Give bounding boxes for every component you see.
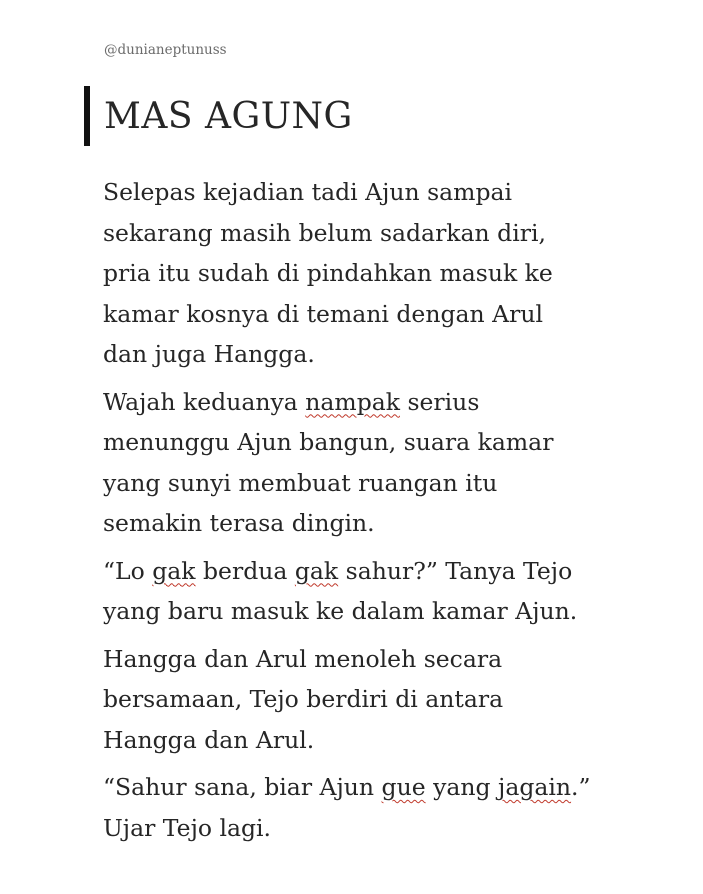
- spellcheck-flagged-word: gue: [381, 773, 426, 801]
- paragraph: [103, 767, 623, 848]
- text-line: [103, 503, 623, 544]
- text-line: [103, 422, 623, 463]
- text-segment: dan juga Hangga.: [103, 340, 315, 368]
- text-segment: semakin terasa dingin.: [103, 509, 375, 537]
- story-body: [103, 172, 623, 855]
- text-line: [103, 639, 623, 680]
- text-line: [103, 591, 623, 632]
- text-line: [103, 213, 623, 254]
- text-segment: sekarang masih belum sadarkan diri,: [103, 218, 546, 247]
- paragraph: [103, 639, 623, 761]
- paragraph: [103, 551, 623, 632]
- text-segment: berdua: [195, 556, 295, 585]
- text-segment: sahur?” Tanya Tejo: [338, 556, 573, 585]
- text-segment: yang sunyi membuat ruangan itu: [103, 468, 498, 497]
- text-line: [103, 808, 623, 849]
- text-segment: .”: [571, 773, 591, 801]
- spellcheck-flagged-word: nampak: [305, 387, 400, 416]
- spellcheck-flagged-word: gak: [294, 556, 339, 585]
- text-line: [103, 767, 623, 808]
- text-line: [103, 253, 623, 294]
- author-handle: @dunianeptunuss: [104, 42, 227, 58]
- text-line: [103, 172, 623, 213]
- text-line: [103, 551, 623, 592]
- spellcheck-flagged-word: jagain: [498, 773, 572, 801]
- text-line: [103, 294, 623, 335]
- paragraph: [103, 382, 623, 544]
- text-segment: bersamaan, Tejo berdiri di antara: [103, 685, 504, 713]
- title-accent-bar: [84, 86, 90, 146]
- text-segment: yang baru masuk ke dalam kamar Ajun.: [103, 597, 578, 625]
- text-line: [103, 679, 623, 720]
- text-line: [103, 720, 623, 761]
- text-segment: “Lo: [103, 556, 153, 585]
- paragraph: [103, 172, 623, 375]
- text-line: [103, 334, 623, 375]
- text-segment: Ujar Tejo lagi.: [103, 813, 272, 842]
- text-line: [103, 463, 623, 504]
- page-title: MAS AGUNG: [104, 96, 353, 137]
- text-segment: “Sahur sana, biar Ajun: [103, 773, 382, 801]
- text-segment: yang: [425, 773, 499, 801]
- text-segment: Wajah keduanya: [103, 387, 306, 416]
- text-segment: pria itu sudah di pindahkan masuk ke: [103, 259, 553, 287]
- text-segment: Selepas kejadian tadi Ajun sampai: [103, 178, 513, 206]
- text-segment: serius: [400, 387, 480, 416]
- text-segment: Hangga dan Arul.: [103, 725, 315, 754]
- spellcheck-flagged-word: gak: [152, 556, 196, 585]
- title-block: [84, 86, 353, 146]
- text-segment: Hangga dan Arul menoleh secara: [103, 644, 503, 673]
- text-line: [103, 382, 623, 423]
- text-segment: kamar kosnya di temani dengan Arul: [103, 299, 543, 328]
- text-segment: menunggu Ajun bangun, suara kamar: [103, 428, 554, 456]
